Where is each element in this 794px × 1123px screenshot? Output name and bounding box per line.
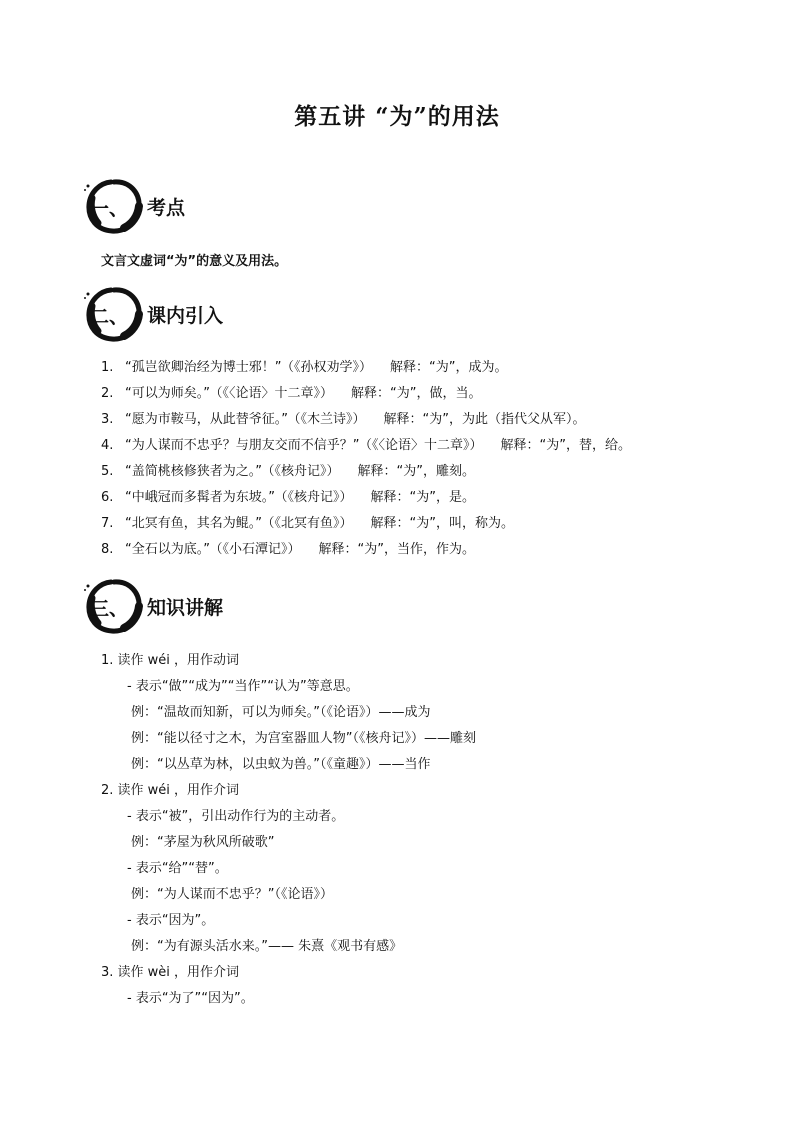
item-quote: “盖简桃核修狭者为之。” (125, 464, 262, 479)
item-source: （《小石潭记》） (215, 542, 301, 557)
item-quote: “为人谋而不忠乎？与朋友交而不信乎？” (125, 438, 360, 453)
section-header-kaodian (84, 176, 484, 238)
section-title: 知识讲解 (147, 597, 224, 619)
point-heading: 2. 读作 wéi ，用作介词 (101, 783, 240, 798)
item-quote: “愿为市鞍马，从此替爷征。” (125, 412, 288, 427)
section-title: 考点 (147, 197, 186, 219)
item-quote: “中峨冠而多髯者为东坡。” (125, 490, 275, 505)
item-source: （《核舟记》） (280, 490, 353, 505)
item-quote: “孤岂欲卿治经为博士邪！” (125, 360, 282, 375)
item-number: 7. (101, 516, 114, 531)
item-source: （《〈论语〉十二章》） (215, 386, 333, 401)
item-number: 4. (101, 438, 114, 453)
section-header-kenei (84, 284, 484, 346)
point-example: 例：“为人谋而不忠乎？”（《论语》） (131, 887, 333, 902)
point-example: 例：“能以径寸之木，为宫室器皿人物”（《核舟记》）——雕刻 (131, 731, 476, 746)
page-title: 第五讲 “为”的用法 (294, 103, 500, 130)
list-item (101, 355, 631, 381)
item-quote: “全石以为底。” (125, 542, 210, 557)
item-explanation: 解释：“为”，为此（指代父从军）。 (383, 412, 586, 427)
item-explanation: 解释：“为”，替，给。 (500, 438, 631, 453)
item-source: （《核舟记》） (267, 464, 340, 479)
list-item (101, 433, 631, 459)
item-explanation: 解释：“为”，叫，称为。 (370, 516, 514, 531)
point-heading: 1. 读作 wéi ，用作动词 (101, 653, 240, 668)
point-example: 例：“茅屋为秋风所破歌” (131, 835, 275, 850)
section-number: 二、 (90, 306, 129, 328)
kaodian-text: 文言文虚词“为”的意义及用法。 (101, 254, 288, 269)
list-item (101, 485, 631, 511)
list-item (101, 459, 631, 485)
item-explanation: 解释：“为”，做，当。 (351, 386, 482, 401)
point-example: 例：“为有源头活水来。”—— 朱熹《观书有感》 (131, 939, 403, 954)
item-source: （《孙权劝学》） (287, 360, 372, 375)
list-item (101, 407, 631, 433)
item-explanation: 解释：“为”，成为。 (390, 360, 508, 375)
list-item (101, 537, 631, 563)
section-number: 一、 (90, 198, 129, 220)
section-number: 三、 (90, 598, 129, 620)
point-line: - 表示“给”“替”。 (127, 861, 228, 876)
item-number: 5. (101, 464, 114, 479)
list-item (101, 511, 631, 537)
list-item (101, 381, 631, 407)
item-number: 3. (101, 412, 114, 427)
item-number: 6. (101, 490, 114, 505)
point-example: 例：“温故而知新，可以为师矣。”（《论语》）——成为 (131, 705, 431, 720)
item-number: 8. (101, 542, 114, 557)
section-title: 课内引入 (147, 305, 224, 327)
kenei-list (101, 355, 631, 563)
point-line: - 表示“为了”“因为”。 (127, 991, 254, 1006)
point-heading: 3. 读作 wèi ，用作介词 (101, 965, 240, 980)
item-number: 2. (101, 386, 114, 401)
item-explanation: 解释：“为”，雕刻。 (357, 464, 475, 479)
point-line: - 表示“因为”。 (127, 913, 215, 928)
item-source: （《北冥有鱼》） (267, 516, 353, 531)
item-explanation: 解释：“为”，是。 (370, 490, 475, 505)
item-quote: “北冥有鱼，其名为鲲。” (125, 516, 262, 531)
point-line: - 表示“被”，引出动作行为的主动者。 (127, 809, 345, 824)
item-number: 1. (101, 360, 114, 375)
knowledge-body (101, 648, 476, 1012)
item-source: （《〈论语〉十二章》） (365, 438, 483, 453)
item-explanation: 解释：“为”，当作，作为。 (318, 542, 475, 557)
item-source: （《木兰诗》） (293, 412, 366, 427)
item-quote: “可以为师矣。” (125, 386, 210, 401)
section-header-zhishi (84, 576, 484, 638)
point-line: - 表示“做”“成为”“当作”“认为”等意思。 (127, 679, 359, 694)
point-example: 例：“以丛草为林，以虫蚁为兽。”（《童趣》）——当作 (131, 757, 431, 772)
